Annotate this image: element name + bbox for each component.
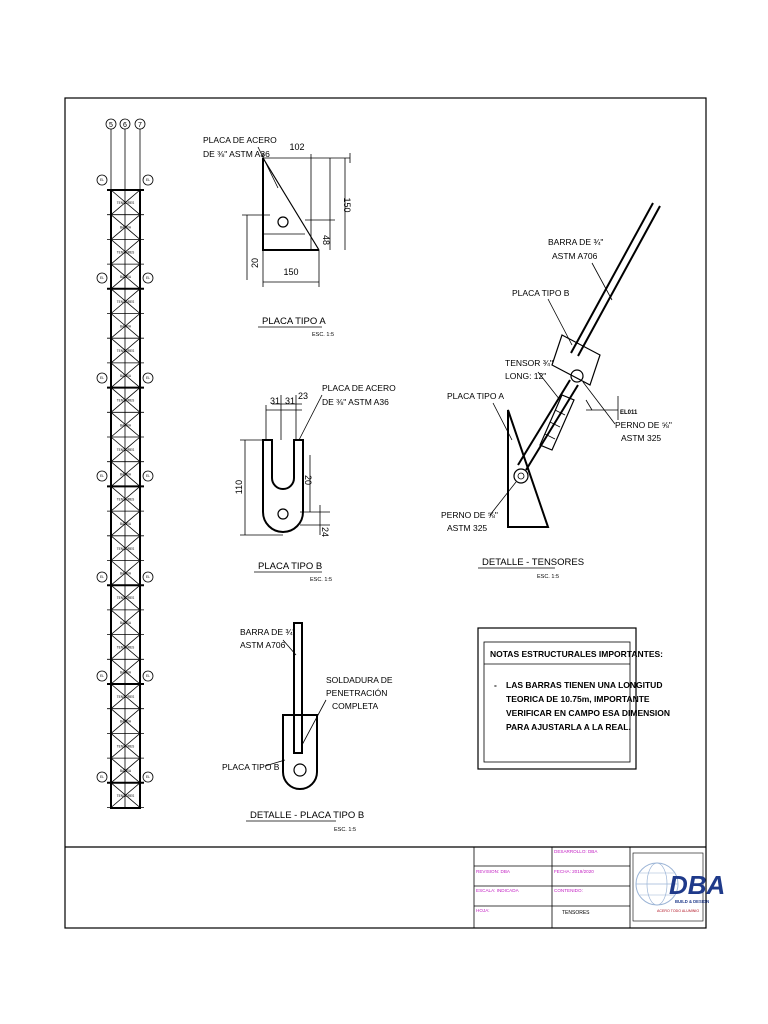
column-bar-text: TENSORES: [116, 398, 135, 403]
notes-line3: VERIFICAR EN CAMPO ESA DIMENSION: [506, 708, 671, 718]
notes-heading: NOTAS ESTRUCTURALES IMPORTANTES:: [490, 649, 663, 659]
column-bar-text: TENSORES: [116, 201, 135, 205]
plate-a-dim-left: 20: [250, 257, 260, 269]
column-elevation: [97, 119, 153, 808]
plate-a-hole: [278, 217, 288, 227]
plate-b-outline: [263, 440, 303, 532]
column-bar-text: TENSORES: [116, 596, 135, 601]
column-bar-text: TENSORES: [116, 299, 135, 304]
notes-bullet: -: [494, 680, 497, 690]
column-bar-text: TENSORES: [116, 546, 135, 551]
plate-b-scale: ESC. 1:5: [310, 577, 333, 583]
column-bar-text: TENSORES: [116, 695, 135, 699]
column-bar-text: BARRA: [120, 670, 131, 675]
level-tag: EL: [100, 575, 104, 580]
level-tag: EL: [100, 276, 104, 281]
column-bar-text: TENSORES: [116, 497, 135, 502]
column-bar-text: TENSORES: [116, 349, 135, 354]
tensor-bolt-left-line2: ASTM 325: [447, 523, 488, 533]
tensor-bolt-left-line1: PERNO DE ⅝": [441, 510, 498, 520]
level-tag: EL: [146, 376, 150, 381]
level-tag: EL: [146, 178, 150, 183]
plate-b-callout-line2: DE ⅜" ASTM A36: [322, 397, 389, 407]
plate-a-dim-bottom: 150: [283, 267, 299, 277]
column-bar-text: BARRA: [120, 620, 131, 625]
tensor-scale: ESC. 1:5: [537, 574, 560, 580]
level-tag: EL: [100, 674, 104, 679]
notes-line2: TEORICA DE 10.75m, IMPORTANTE: [506, 694, 650, 704]
plate-b-dim-24: 24: [320, 526, 330, 538]
notes-line1: LAS BARRAS TIENEN UNA LONGITUD: [506, 680, 663, 690]
column-bar-text: BARRA: [120, 373, 131, 378]
column-bar-text: BARRA: [120, 324, 131, 329]
plate-a-dim-inner: 48: [321, 234, 331, 246]
plate-a-dim-top: 102: [289, 142, 305, 152]
detail-tensores: [441, 203, 672, 580]
detail-b-scale: ESC. 1:5: [334, 827, 357, 833]
logo-sub2: ACERO TODO ALUMINIO: [657, 909, 700, 913]
detail-b-title: DETALLE - PLACA TIPO B: [250, 810, 365, 821]
plate-type-b-detail: [234, 383, 396, 583]
column-bar-text: BARRA: [120, 225, 131, 230]
plate-a-title: PLACA TIPO A: [262, 316, 326, 327]
sheet-border: [65, 98, 706, 928]
structural-notes-box: [478, 628, 670, 769]
tensor-bolt-right-line2: ASTM 325: [621, 433, 662, 443]
plate-a-dim-right: 150: [342, 197, 352, 213]
tensor-elevation-tag: EL011: [620, 410, 638, 416]
notes-line4: PARA AJUSTARLA A LA REAL.: [506, 722, 631, 732]
tensor-bar-line2: ASTM A706: [552, 251, 598, 261]
tensor-label-line2: LONG: 12": [505, 371, 547, 381]
detail-b-weld-line3: COMPLETA: [332, 701, 379, 711]
tensor-title: DETALLE - TENSORES: [482, 557, 585, 568]
detail-b-weld-line2: PENETRACIÓN: [326, 688, 388, 698]
axis-label-7: 7: [138, 122, 142, 129]
level-tag: EL: [146, 276, 150, 281]
tb-contenido-value: TENSORES: [562, 910, 590, 916]
column-bar-text: TENSORES: [116, 645, 135, 650]
tensor-bar-line1: BARRA DE ¾": [548, 237, 604, 247]
axis-label-6: 6: [123, 122, 127, 129]
logo-sub1: BUILD & DESIGN: [675, 899, 710, 904]
plate-type-a-detail: [203, 135, 352, 338]
level-tag: EL: [100, 474, 104, 479]
column-bar-text: TENSORES: [116, 744, 135, 749]
plate-b-dim-31b: 31: [285, 396, 296, 406]
column-bar-text: BARRA: [120, 423, 131, 428]
plate-b-title: PLACA TIPO B: [258, 561, 323, 572]
detail-b-bar: [294, 623, 302, 753]
column-bar-text: BARRA: [120, 522, 131, 527]
tb-desarrollo: DESARROLLO: DBA: [554, 849, 598, 854]
detail-plate-type-b: [222, 623, 393, 833]
plate-b-dim-31a: 31: [270, 396, 281, 406]
plate-b-dim-23: 23: [298, 391, 309, 401]
detail-b-plate-label: PLACA TIPO B: [222, 762, 280, 772]
column-bar-text: TENSORES: [116, 448, 135, 452]
dba-logo: [633, 853, 725, 921]
level-tag: EL: [146, 575, 150, 580]
detail-b-bar-line2: ASTM A706: [240, 640, 286, 650]
level-tag: EL: [146, 674, 150, 679]
tensor-bolt-right-line1: PERNO DE ⅝": [615, 420, 672, 430]
detail-b-bar-line1: BARRA DE ¾": [240, 627, 296, 637]
column-bar-text: BARRA: [120, 275, 131, 280]
plate-b-callout-line1: PLACA DE ACERO: [322, 383, 396, 393]
column-bar-text: BARRA: [120, 472, 131, 477]
tb-hoja: HOJA:: [476, 908, 490, 913]
tensor-label-line1: TENSOR ¾": [505, 358, 553, 368]
axis-label-5: 5: [109, 122, 113, 129]
title-block: [474, 847, 725, 928]
tensor-plate-a-label: PLACA TIPO A: [447, 391, 505, 401]
detail-b-weld-line1: SOLDADURA DE: [326, 675, 393, 685]
plate-a-scale: ESC. 1:5: [312, 332, 335, 338]
level-tag: EL: [146, 474, 150, 479]
tensor-plate-b-label: PLACA TIPO B: [512, 288, 570, 298]
column-bar-text: TENSORES: [116, 793, 135, 798]
tb-fecha: FECHA: 2019/2020: [554, 869, 594, 874]
column-bar-text: BARRA: [120, 719, 131, 724]
level-tag: EL: [100, 775, 104, 780]
level-tag: EL: [100, 376, 104, 381]
tb-escala: ESCALA: INDICADA: [476, 888, 519, 893]
level-tag: EL: [100, 178, 104, 183]
column-bar-text: BARRA: [120, 571, 131, 576]
level-tag: EL: [146, 775, 150, 780]
column-bar-text: BARRA: [120, 769, 131, 774]
column-bar-text: TENSORES: [116, 250, 135, 255]
plate-b-dim-height: 110: [234, 479, 244, 495]
logo-dba-text: DBA: [669, 870, 726, 900]
plate-a-callout-line1: PLACA DE ACERO: [203, 135, 277, 145]
tb-contenido-label: CONTENIDO:: [554, 888, 583, 893]
plate-a-callout-line2: DE ⅜" ASTM A36: [203, 149, 270, 159]
plate-b-dim-20: 20: [303, 474, 313, 486]
tb-revision: REVISION: DBA: [476, 869, 510, 874]
plate-b-hole: [278, 509, 288, 519]
